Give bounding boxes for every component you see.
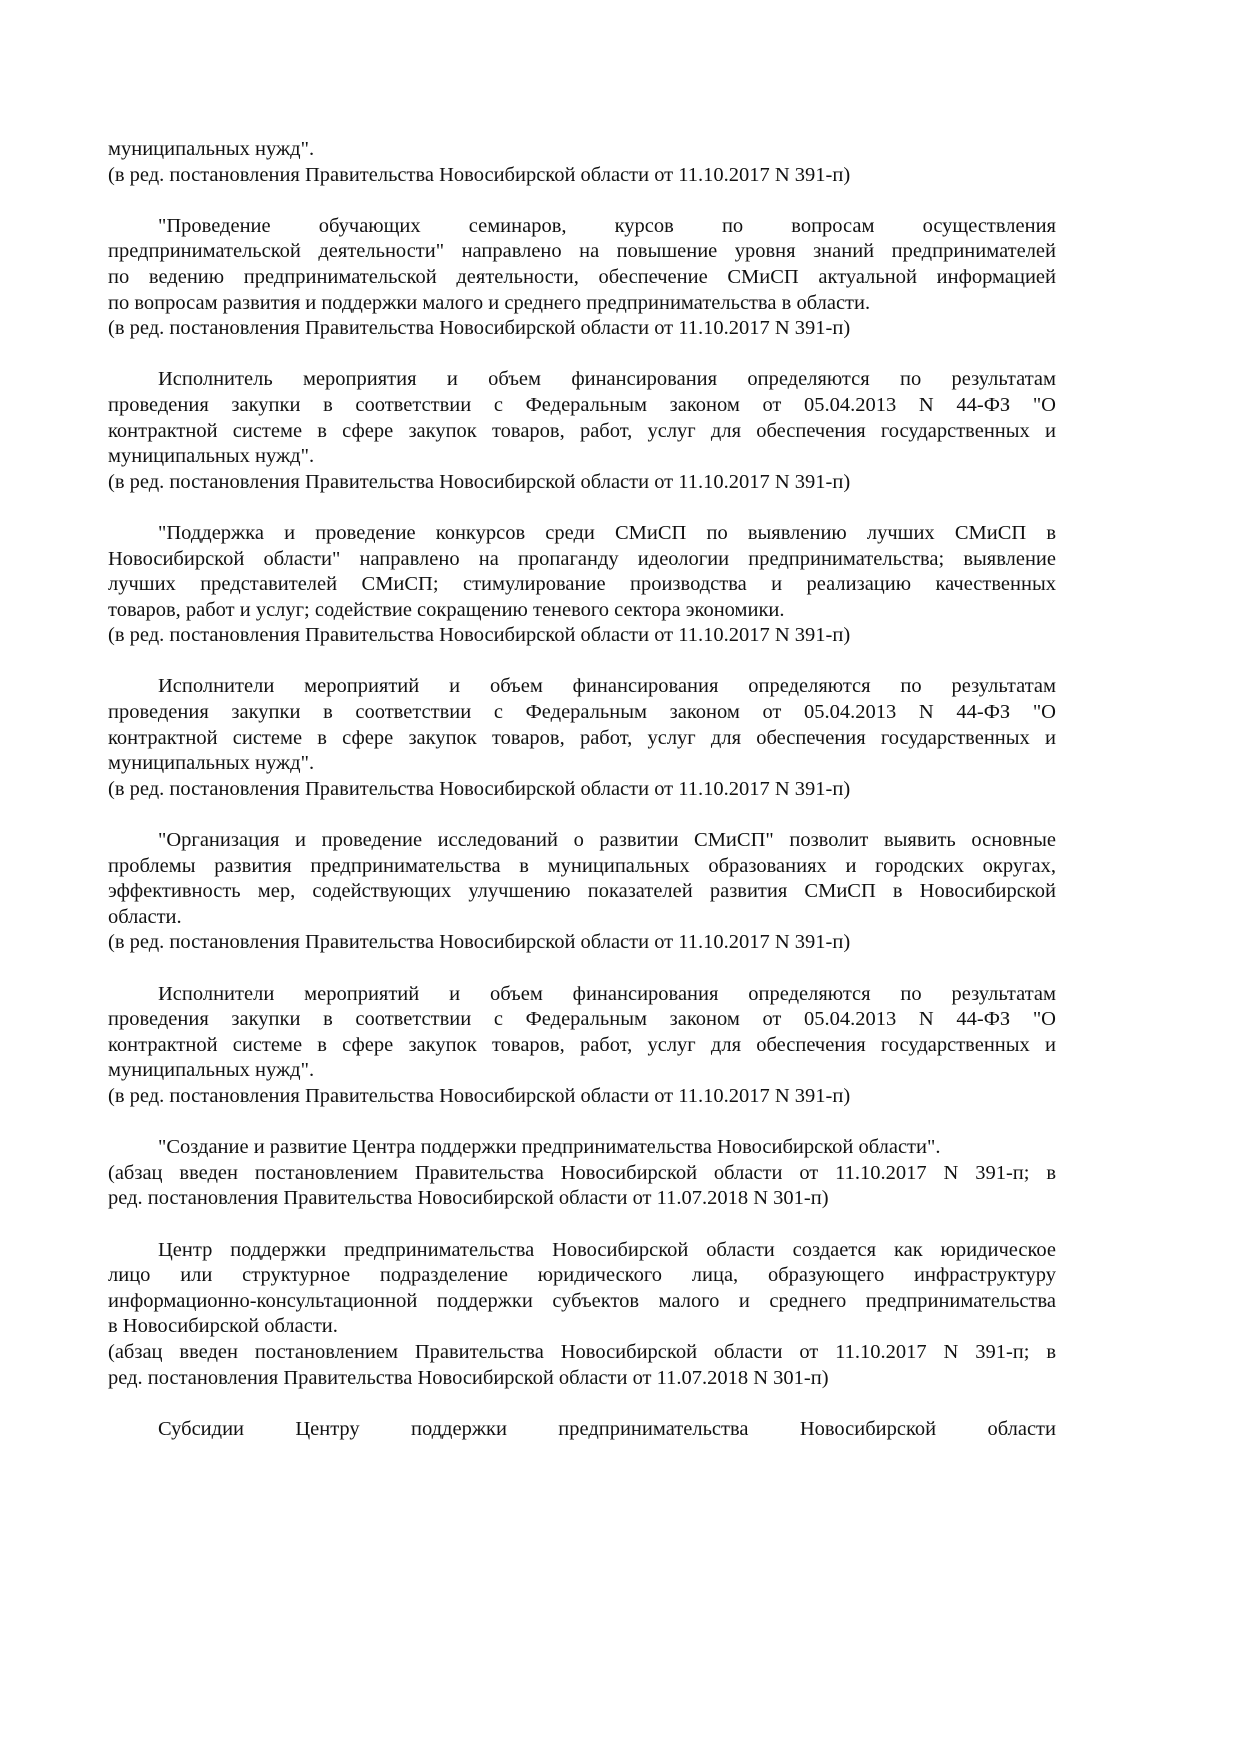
text-line: (в ред. постановления Правительства Новосибирской области от 11.10.2017 N 391-п): [108, 1084, 851, 1107]
text-line: муниципальных нужд".: [108, 1059, 315, 1082]
text-line: "Организация и проведение исследований о развитии СМиСП" позволит выявить основные: [158, 829, 1056, 852]
text-line: проведения закупки в соответствии с Федеральным законом от 05.04.2013 N 44-ФЗ "О: [108, 1008, 1056, 1031]
text-line: (в ред. постановления Правительства Новосибирской области от 11.10.2017 N 391-п): [108, 624, 851, 647]
text-line: (в ред. постановления Правительства Новосибирской области от 11.10.2017 N 391-п): [108, 777, 851, 800]
paragraph: [108, 1238, 1056, 1392]
text-line: (в ред. постановления Правительства Новосибирской области от 11.10.2017 N 391-п): [108, 470, 851, 493]
text-line: лучших представителей СМиСП; стимулирование производства и реализацию качественных: [108, 573, 1056, 596]
text-line: муниципальных нужд".: [108, 445, 315, 468]
text-line: Исполнители мероприятий и объем финансирования определяются по результатам: [158, 982, 1056, 1005]
text-line: Исполнители мероприятий и объем финансирования определяются по результатам: [158, 675, 1056, 698]
text-line: контрактной системе в сфере закупок товаров, работ, услуг для обеспечения государственных и: [108, 726, 1056, 749]
text-line: Субсидии Центру поддержки предпринимательства Новосибирской области: [158, 1417, 1056, 1440]
text-line: проведения закупки в соответствии с Федеральным законом от 05.04.2013 N 44-ФЗ "О: [108, 393, 1056, 416]
text-line: "Поддержка и проведение конкурсов среди СМиСП по выявлению лучших СМиСП в: [158, 521, 1056, 544]
paragraph: [108, 828, 1056, 956]
text-line: по вопросам развития и поддержки малого и среднего предпринимательства в области.: [108, 291, 871, 314]
text-line: (абзац введен постановлением Правительства Новосибирской области от 11.10.2017 N 391-п; в: [108, 1161, 1056, 1184]
text-line: "Создание и развитие Центра поддержки предпринимательства Новосибирской области".: [158, 1136, 941, 1159]
paragraph: [108, 214, 1056, 342]
text-line: муниципальных нужд".: [108, 752, 315, 775]
paragraph: [108, 1135, 1056, 1212]
text-line: (абзац введен постановлением Правительства Новосибирской области от 11.10.2017 N 391-п; в: [108, 1340, 1056, 1363]
text-line: Центр поддержки предпринимательства Новосибирской области создается как юридическое: [158, 1238, 1056, 1261]
document-page: [108, 137, 1056, 1468]
text-line: проблемы развития предпринимательства в муниципальных образованиях и городских округах,: [108, 854, 1056, 877]
text-line: ред. постановления Правительства Новосибирской области от 11.07.2018 N 301-п): [108, 1187, 829, 1210]
text-line: (в ред. постановления Правительства Новосибирской области от 11.10.2017 N 391-п): [108, 931, 851, 954]
text-line: контрактной системе в сфере закупок товаров, работ, услуг для обеспечения государственных и: [108, 1033, 1056, 1056]
text-line: (в ред. постановления Правительства Новосибирской области от 11.10.2017 N 391-п): [108, 317, 851, 340]
text-line: области.: [108, 905, 182, 928]
text-line: лицо или структурное подразделение юридического лица, образующего инфраструктуру: [108, 1264, 1056, 1287]
text-line: Новосибирской области" направлено на пропаганду идеологии предпринимательства; выявление: [108, 547, 1056, 570]
paragraph: [108, 674, 1056, 802]
text-line: информационно-консультационной поддержки субъектов малого и среднего предпринимательства: [108, 1289, 1056, 1312]
text-line: проведения закупки в соответствии с Федеральным законом от 05.04.2013 N 44-ФЗ "О: [108, 701, 1056, 724]
text-line: эффективность мер, содействующих улучшению показателей развития СМиСП в Новосибирской: [108, 880, 1056, 903]
text-line: (в ред. постановления Правительства Новосибирской области от 11.10.2017 N 391-п): [108, 163, 851, 186]
text-line: в Новосибирской области.: [108, 1315, 338, 1338]
text-line: "Проведение обучающих семинаров, курсов по вопросам осуществления: [158, 214, 1056, 237]
text-line: ред. постановления Правительства Новосибирской области от 11.07.2018 N 301-п): [108, 1366, 829, 1389]
paragraph: [108, 521, 1056, 649]
paragraph: [108, 1417, 1056, 1443]
text-line: муниципальных нужд".: [108, 138, 315, 160]
text-line: по ведению предпринимательской деятельности, обеспечение СМиСП актуальной информацией: [108, 265, 1056, 288]
text-line: предпринимательской деятельности" направлено на повышение уровня знаний предпринимателей: [108, 240, 1056, 263]
text-line: товаров, работ и услуг; содействие сокращению теневого сектора экономики.: [108, 598, 785, 621]
paragraph: [108, 367, 1056, 495]
text-line: контрактной системе в сфере закупок товаров, работ, услуг для обеспечения государственных и: [108, 419, 1056, 442]
paragraph: [108, 137, 1056, 188]
text-line: Исполнитель мероприятия и объем финансирования определяются по результатам: [158, 368, 1056, 391]
paragraph: [108, 982, 1056, 1110]
